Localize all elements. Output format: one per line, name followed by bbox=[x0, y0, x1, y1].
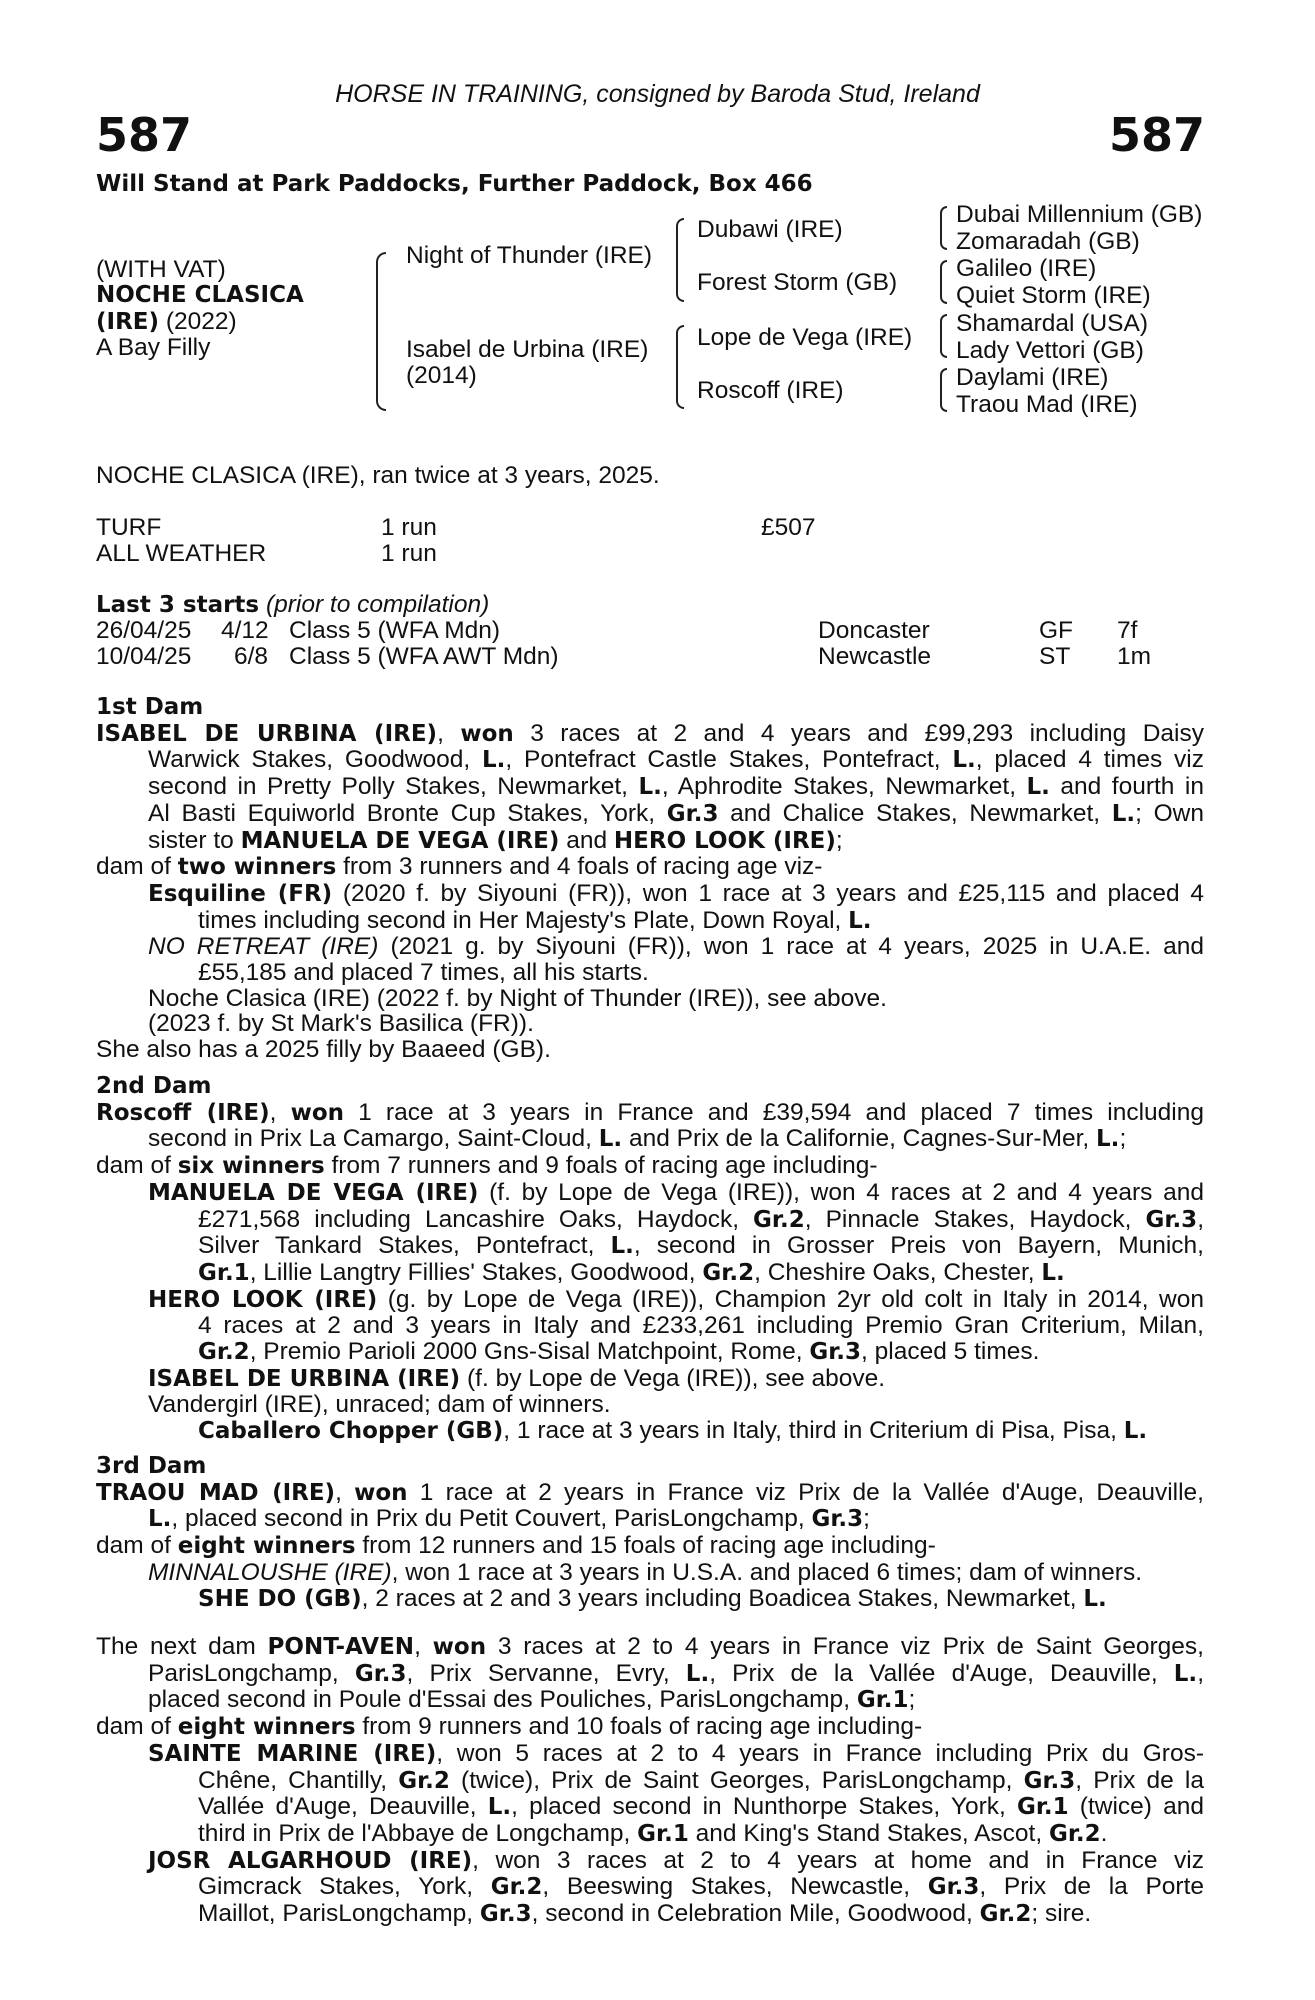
dam-line: £55,185 and placed 7 times, all his starts. bbox=[198, 959, 649, 987]
dam-line: Roscoff (IRE), won 1 race at 3 years in France and £39,594 and placed 7 times including bbox=[96, 1098, 1204, 1126]
dam-line: times including second in Her Majesty's Plate, Down Royal, L. bbox=[198, 906, 872, 934]
dam-line: Gimcrack Stakes, York, Gr.2, Beeswing Stakes, Newcastle, Gr.3, Prix de la Porte bbox=[198, 1873, 1205, 1901]
start-date: 26/04/25 bbox=[96, 617, 192, 644]
dam-line: Vandergirl (IRE), unraced; dam of winners. bbox=[148, 1391, 611, 1419]
dam-line: JOSR ALGARHOUD (IRE), won 3 races at 2 to 4 years at home and in France viz bbox=[148, 1846, 1204, 1874]
dam-line: Gr.1, Lillie Langtry Fillies' Stakes, Goodwood, Gr.2, Cheshire Oaks, Chester, L. bbox=[198, 1258, 1065, 1286]
start-going: GF bbox=[1039, 617, 1074, 644]
record-turf-prize: £507 bbox=[761, 514, 816, 541]
dam-line: Maillot, ParisLongchamp, Gr.3, second in Celebration Mile, Goodwood, Gr.2; sire. bbox=[198, 1900, 1092, 1928]
vat-label: (WITH VAT) bbox=[96, 256, 226, 283]
dam-line: SAINTE MARINE (IRE), won 5 races at 2 to 4 years in France including Prix du Gros- bbox=[148, 1739, 1204, 1767]
pedigree-g4-2: Zomaradah (GB) bbox=[956, 228, 1140, 255]
dam-line: dam of two winners from 3 runners and 4 foals of racing age viz- bbox=[96, 853, 823, 881]
lot-number-left: 587 bbox=[96, 108, 193, 162]
pedigree-dam-year: (2014) bbox=[406, 362, 477, 389]
pedigree-g4-4: Quiet Storm (IRE) bbox=[956, 282, 1151, 309]
dam-line: She also has a 2025 filly by Baaeed (GB). bbox=[96, 1036, 551, 1064]
lot-number-right: 587 bbox=[1108, 108, 1205, 162]
start-distance: 1m bbox=[1117, 643, 1152, 670]
pedigree-brace-g4-2 bbox=[940, 260, 947, 304]
dam-line: 4 races at 2 and 3 years in Italy and £233,261 including Premio Gran Criterium, Milan, bbox=[198, 1312, 1204, 1340]
pedigree-sire-dam: Forest Storm (GB) bbox=[697, 269, 898, 296]
start-course: Newcastle bbox=[818, 643, 932, 670]
dam-line: L., placed second in Prix du Petit Couvert, ParisLongchamp, Gr.3; bbox=[148, 1505, 870, 1533]
horse-name: NOCHE CLASICA bbox=[96, 282, 304, 308]
start-distance: 7f bbox=[1117, 617, 1138, 644]
dam-line: ParisLongchamp, Gr.3, Prix Servanne, Evry, L., Prix de la Vallée d'Auge, Deauville, L., bbox=[148, 1659, 1204, 1687]
dam-line: second in Prix La Camargo, Saint-Cloud, L. and Prix de la Californie, Cagnes-Sur-Mer, L.; bbox=[148, 1125, 1127, 1153]
dam-line: The next dam PONT-AVEN, won 3 races at 2 to 4 years in France viz Prix de Saint Georges, bbox=[96, 1633, 1204, 1660]
dam-line: NO RETREAT (IRE) (2021 g. by Siyouni (FR)), won 1 race at 4 years, 2025 in U.A.E. and bbox=[148, 933, 1204, 961]
pedigree-g4-6: Lady Vettori (GB) bbox=[956, 337, 1144, 364]
stabling-info: Will Stand at Park Paddocks, Further Paddock, Box 466 bbox=[96, 171, 813, 197]
start-race: Class 5 (WFA Mdn) bbox=[289, 617, 501, 644]
dam-line: third in Prix de l'Abbaye de Longchamp, Gr.1 and King's Stand Stakes, Ascot, Gr.2. bbox=[198, 1819, 1108, 1847]
dam-line: TRAOU MAD (IRE), won 1 race at 2 years in France viz Prix de la Vallée d'Auge, Deauville, bbox=[96, 1478, 1204, 1506]
dam-line: Vallée d'Auge, Deauville, L., placed second in Nunthorpe Stakes, York, Gr.1 (twice) and bbox=[198, 1793, 1204, 1821]
dam-line: Warwick Stakes, Goodwood, L., Pontefract Castle Stakes, Pontefract, L., placed 4 times viz bbox=[148, 746, 1204, 774]
record-aw-surface: ALL WEATHER bbox=[96, 540, 267, 567]
dam-line: dam of eight winners from 12 runners and 15 foals of racing age including- bbox=[96, 1532, 936, 1560]
pedigree-sire-sire: Dubawi (IRE) bbox=[697, 216, 843, 243]
horse-country: (IRE) bbox=[96, 309, 160, 335]
pedigree-dam: Isabel de Urbina (IRE) bbox=[406, 336, 649, 363]
pedigree-g4-1: Dubai Millennium (GB) bbox=[956, 201, 1203, 228]
dam-line: Esquiline (FR) (2020 f. by Siyouni (FR)), won 1 race at 3 years and £25,115 and placed 4 bbox=[148, 879, 1204, 907]
start-date: 10/04/25 bbox=[96, 643, 192, 670]
dam-line: Caballero Chopper (GB), 1 race at 3 years in Italy, third in Criterium di Pisa, Pisa, L. bbox=[198, 1417, 1148, 1445]
horse-year: (2022) bbox=[165, 308, 237, 335]
start-course: Doncaster bbox=[818, 617, 930, 644]
next-dam-section bbox=[96, 1634, 1204, 1928]
dam-line: £271,568 including Lancashire Oaks, Haydock, Gr.2, Pinnacle Stakes, Haydock, Gr.3, bbox=[198, 1205, 1204, 1233]
dam-line: Silver Tankard Stakes, Pontefract, L., second in Grosser Preis von Bayern, Munich, bbox=[198, 1232, 1204, 1260]
section-heading: 3rd Dam bbox=[96, 1453, 207, 1479]
dam-line: placed second in Poule d'Essai des Pouliches, ParisLongchamp, Gr.1; bbox=[148, 1686, 916, 1714]
racing-summary: NOCHE CLASICA (IRE), ran twice at 3 years, 2025. bbox=[96, 462, 660, 489]
pedigree-g4-3: Galileo (IRE) bbox=[956, 255, 1097, 282]
dam-line: MINNALOUSHE (IRE), won 1 race at 3 years in U.S.A. and placed 6 times; dam of winners. bbox=[148, 1558, 1143, 1586]
dam-line: second in Pretty Polly Stakes, Newmarket, L., Aphrodite Stakes, Newmarket, L. and fourth in bbox=[148, 773, 1204, 801]
pedigree-g4-8: Traou Mad (IRE) bbox=[956, 391, 1138, 418]
record-aw-runs: 1 run bbox=[381, 540, 437, 567]
pedigree-sire: Night of Thunder (IRE) bbox=[406, 242, 653, 269]
second-dam-section bbox=[96, 1074, 1204, 1445]
pedigree-brace-main bbox=[376, 252, 386, 411]
pedigree-g4-5: Shamardal (USA) bbox=[956, 310, 1148, 337]
pedigree-brace-sire bbox=[676, 218, 684, 302]
third-dam-section bbox=[96, 1454, 1204, 1612]
last-starts-title: Last 3 starts bbox=[96, 592, 260, 618]
start-race: Class 5 (WFA AWT Mdn) bbox=[289, 643, 559, 670]
dam-line: (2023 f. by St Mark's Basilica (FR)). bbox=[148, 1010, 534, 1038]
pedigree-brace-g4-3 bbox=[940, 314, 947, 358]
start-position: 4/12 bbox=[221, 617, 269, 644]
pedigree-g4-7: Daylami (IRE) bbox=[956, 364, 1109, 391]
section-heading: 1st Dam bbox=[96, 694, 204, 720]
last-starts-heading bbox=[96, 592, 489, 619]
dam-line: dam of six winners from 7 runners and 9 foals of racing age including- bbox=[96, 1152, 878, 1180]
pedigree-dam-dam: Roscoff (IRE) bbox=[697, 377, 844, 404]
section-heading: 2nd Dam bbox=[96, 1073, 212, 1099]
horse-country-year bbox=[96, 309, 237, 336]
dam-line: Al Basti Equiworld Bronte Cup Stakes, York, Gr.3 and Chalice Stakes, Newmarket, L.; Own bbox=[148, 799, 1204, 827]
record-turf-runs: 1 run bbox=[381, 514, 437, 541]
record-turf-surface: TURF bbox=[96, 514, 162, 541]
last-starts-note: (prior to compilation) bbox=[265, 591, 490, 618]
start-position: 6/8 bbox=[234, 643, 269, 670]
dam-line: SHE DO (GB), 2 races at 2 and 3 years including Boadicea Stakes, Newmarket, L. bbox=[198, 1584, 1107, 1612]
dam-line: ISABEL DE URBINA (IRE) (f. by Lope de Vega (IRE)), see above. bbox=[148, 1364, 886, 1392]
horse-description: A Bay Filly bbox=[96, 334, 211, 361]
consignment-header: HORSE IN TRAINING, consigned by Baroda Stud, Ireland bbox=[335, 80, 980, 108]
dam-line: HERO LOOK (IRE) (g. by Lope de Vega (IRE)), Champion 2yr old colt in Italy in 2014, won bbox=[148, 1285, 1204, 1313]
pedigree-brace-g4-4 bbox=[940, 368, 947, 412]
dam-line: Noche Clasica (IRE) (2022 f. by Night of Thunder (IRE)), see above. bbox=[148, 984, 887, 1012]
dam-line: Gr.2, Premio Parioli 2000 Gns-Sisal Matchpoint, Rome, Gr.3, placed 5 times. bbox=[198, 1338, 1040, 1366]
dam-line: ISABEL DE URBINA (IRE), won 3 races at 2 and 4 years and £99,293 including Daisy bbox=[96, 719, 1204, 747]
start-going: ST bbox=[1039, 643, 1071, 670]
pedigree-brace-g4-1 bbox=[940, 206, 947, 250]
dam-line: MANUELA DE VEGA (IRE) (f. by Lope de Vega (IRE)), won 4 races at 2 and 4 years and bbox=[148, 1178, 1204, 1206]
pedigree-dam-sire: Lope de Vega (IRE) bbox=[697, 324, 913, 351]
first-dam-section bbox=[96, 695, 1204, 1063]
dam-line: sister to MANUELA DE VEGA (IRE) and HERO LOOK (IRE); bbox=[148, 826, 843, 854]
pedigree-brace-dam bbox=[676, 325, 684, 409]
dam-line: Chêne, Chantilly, Gr.2 (twice), Prix de Saint Georges, ParisLongchamp, Gr.3, Prix de la bbox=[198, 1766, 1205, 1794]
dam-line: dam of eight winners from 9 runners and 10 foals of racing age including- bbox=[96, 1713, 923, 1741]
